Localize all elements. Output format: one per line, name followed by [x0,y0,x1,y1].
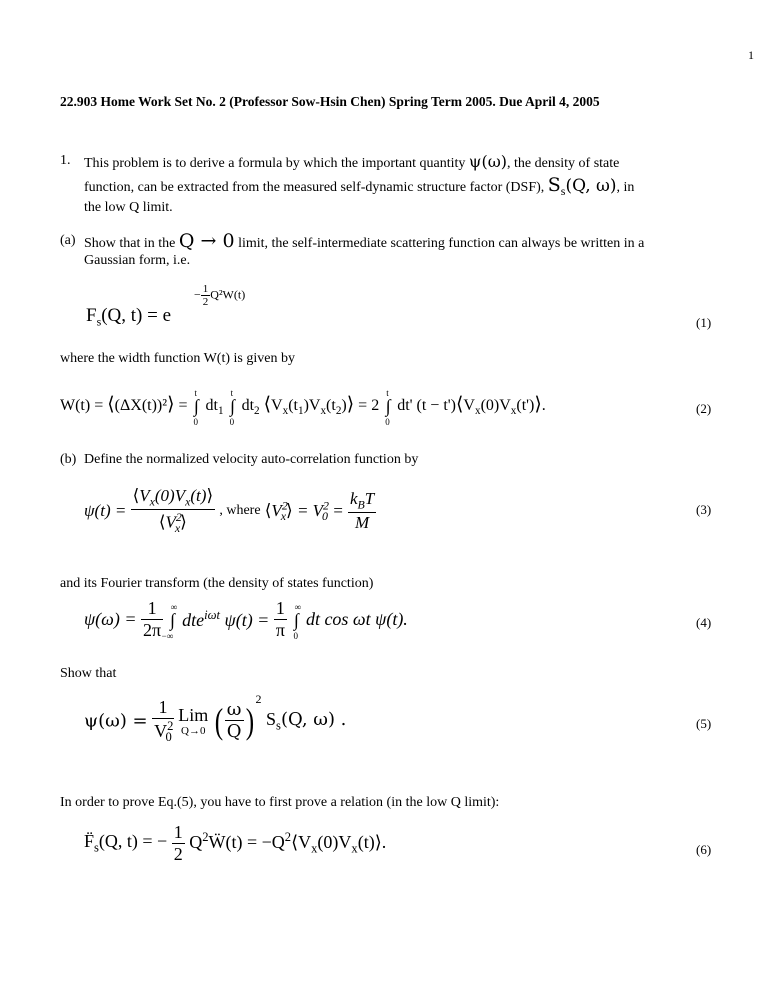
problem1-line1: This problem is to derive a formula by which the important quantity ψ(ω), the density of state [84,152,620,171]
equation-3-number: (3) [696,502,712,517]
problem1-line2: function, can be extracted from the measured self-dynamic structure factor (DSF), $S_s(Q$, ω), in [84,174,635,198]
fourier-transform-text: and its Fourier transform (the density of states function) [60,576,374,591]
width-function-text: where the width function W(t) is given by [60,351,295,366]
show-that-text: Show that [60,666,117,681]
part-b-label: (b) [60,452,77,467]
page-number: 1 [748,48,754,62]
problem1-line3: the low Q limit. [84,200,173,215]
part-a-label: (a) [60,233,76,248]
equation-4: ψ(ω) = $\frac{1}{2\pi}$ ∞ ∫ −∞ dte$^{i\omega t}$ ψ(t) = $\frac{1}{\pi}$ ∞ ∫ 0 dt cos ωt ψ(t). [84,598,408,641]
homework-header: 22.903 Home Work Set No. 2 (Professor Sow-Hsin Chen) Spring Term 2005. Due April 4, 2005 [60,94,600,109]
equation-6-number: (6) [696,842,712,857]
part-b-text: Define the normalized velocity auto-correlation function by [84,452,419,467]
equation-5: ψ(ω) = $\frac{1}{V^2_0}$ Lim Q→0 ( $\frac{\omega}{Q}$ )$^2$ $S_s(Q$, ω) . [84,692,347,745]
equation-4-number: (4) [696,615,712,630]
equation-1: $F_s(Q$, t) = e − $\frac{1}{2}$ Q²W(t) [86,283,246,329]
part-a-line1: Show that in the Q → 0 limit, the self-intermediate scattering function can always be written in a [84,230,645,252]
equation-3: ψ(t) = $\frac{⟨V_x(0)V_x(t)⟩}{⟨V^2_x⟩}$ , where $⟨V^2_x⟩ = V^2_0$ = $\frac{k_BT}{M}$ [84,486,375,536]
problem-number: 1. [60,153,71,168]
equation-1-number: (1) [696,315,712,330]
equation-2-number: (2) [696,401,712,416]
equation-5-number: (5) [696,716,712,731]
equation-2: W(t) = ⟨(ΔX(t))²⟩ = t ∫ 0 $dt_1$ t ∫ 0 $dt_2$ $⟨V_x(t_1)V_x(t_2)⟩ = 2$ t ∫ 0 dt' $(t - t')⟨V_x(0)V_x(t')⟩$. [60,388,546,428]
prove-relation-text: In order to prove Eq.(5), you have to first prove a relation (in the low Q limit): [60,795,500,810]
equation-6: $F̈_s(Q$, t) = − $\frac{1}{2}$ $Q^2Ẅ(t)$ = $-Q^2⟨V_x(0)V_x(t)⟩$. [84,822,387,864]
part-a-line2: Gaussian form, i.e. [84,253,191,268]
